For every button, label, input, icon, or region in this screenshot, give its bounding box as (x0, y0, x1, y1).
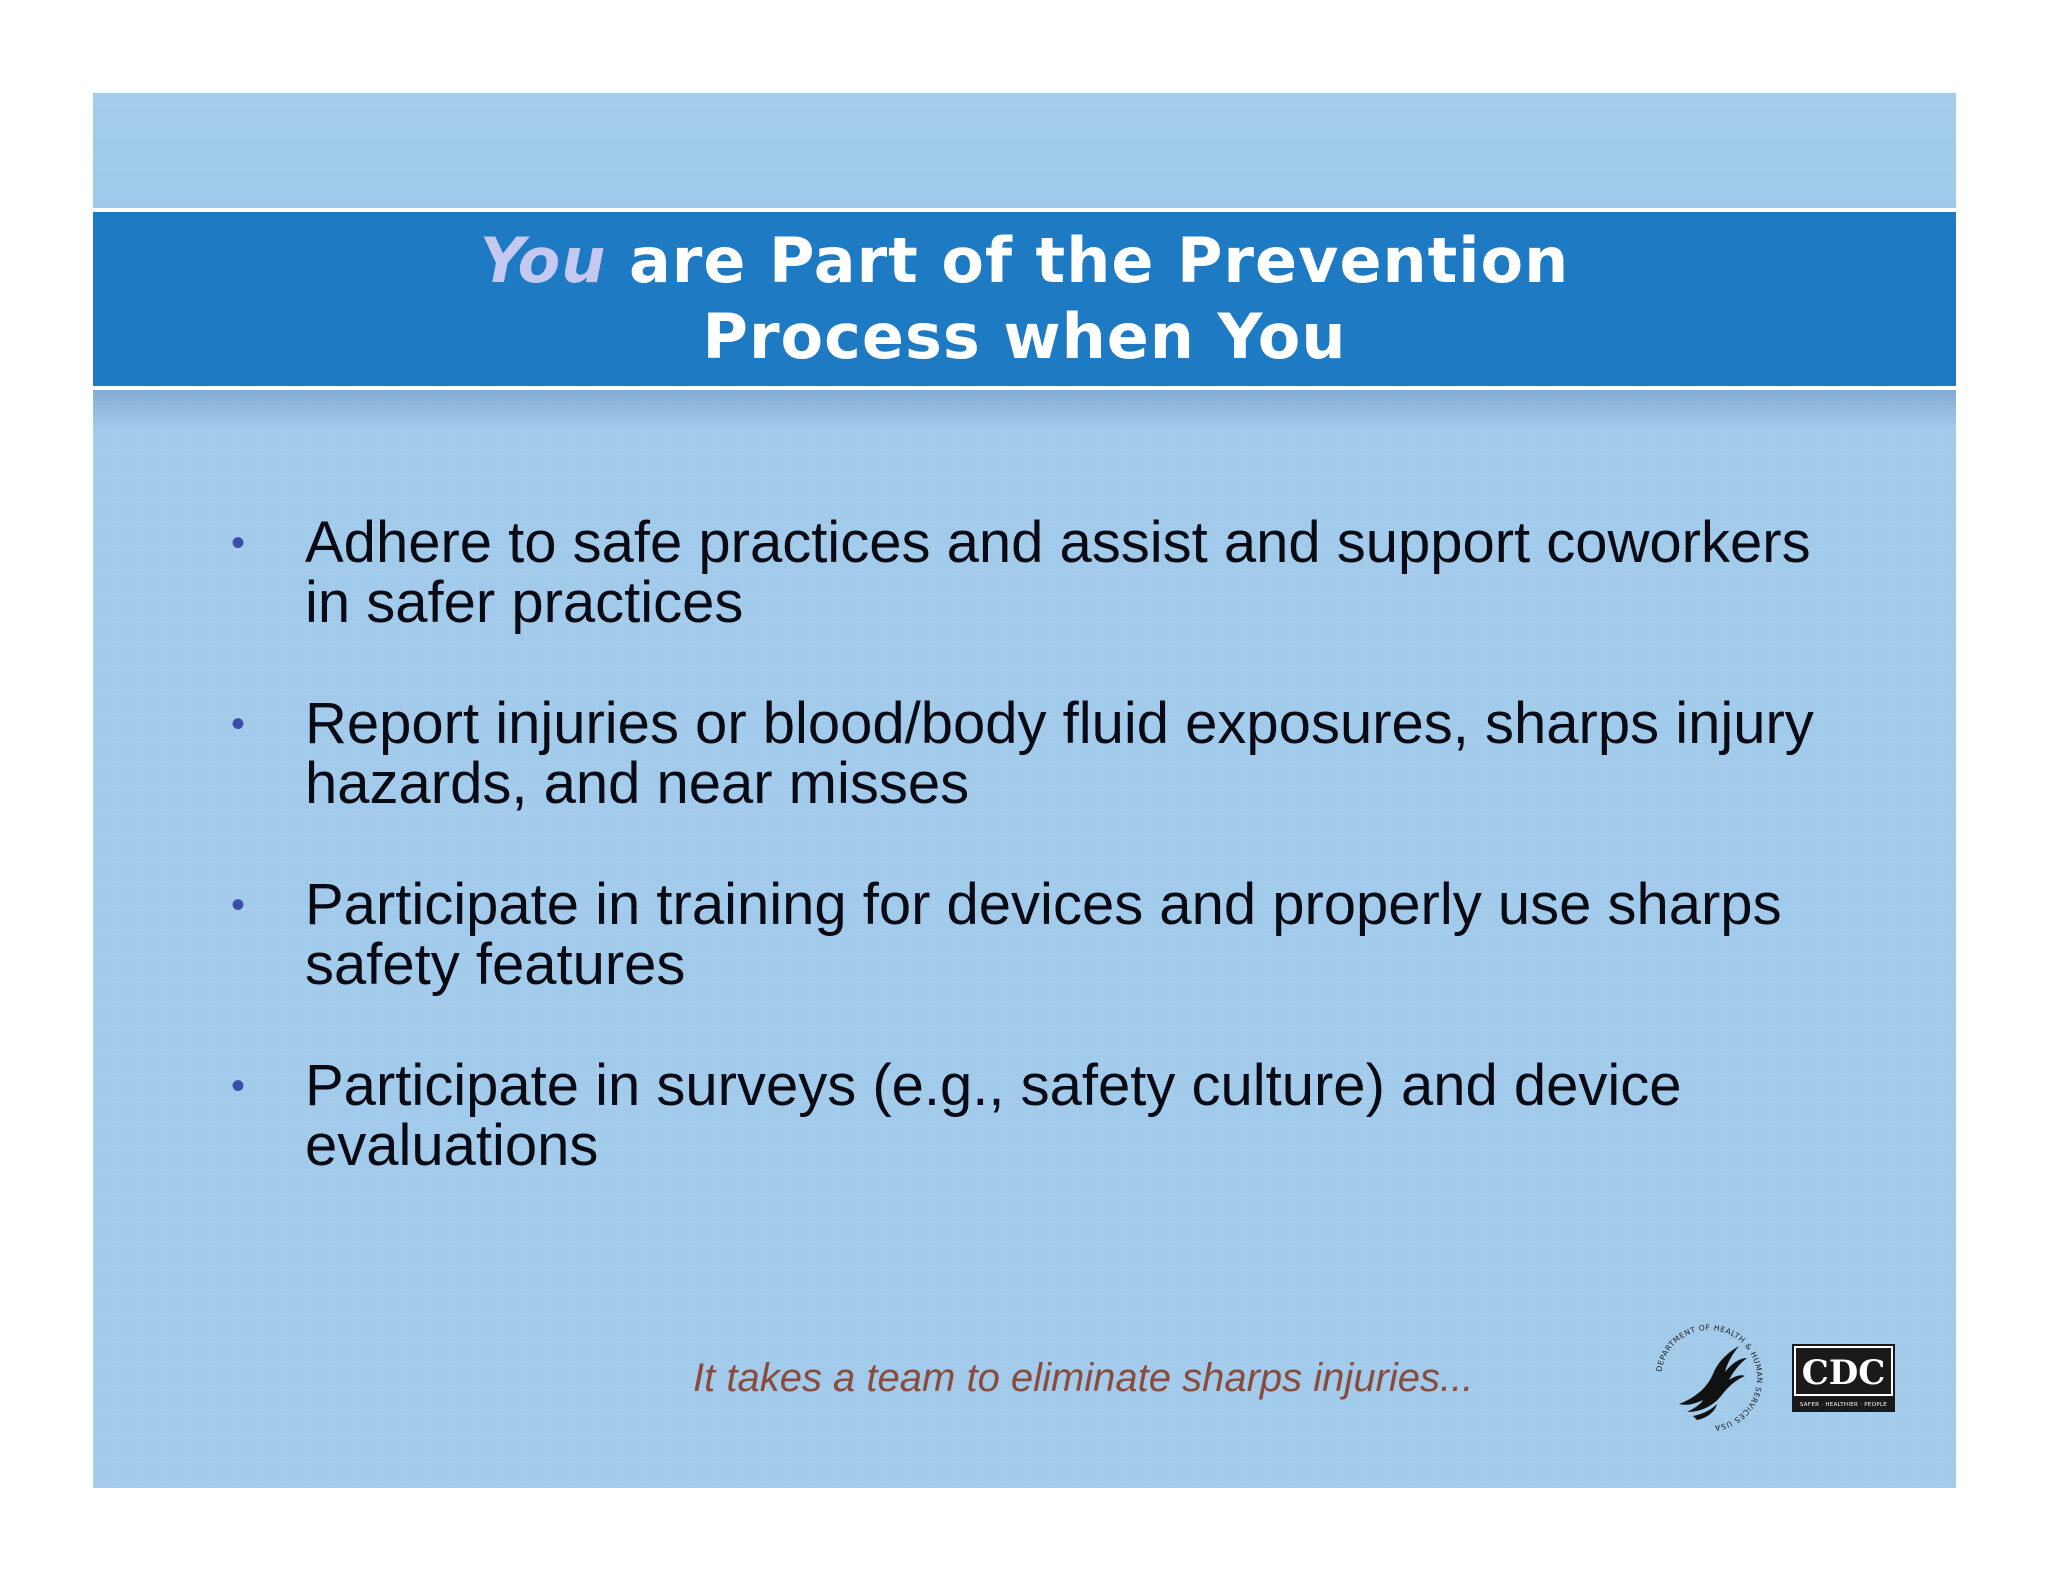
slide (93, 93, 1956, 1488)
title-line-2: Process when You (702, 300, 1347, 373)
title-bar (93, 208, 1956, 390)
title-line-1-text: are Part of the Prevention (606, 224, 1570, 297)
hhs-eagle-icon (1679, 1346, 1747, 1420)
bullet-item (231, 872, 1871, 997)
bullet-marker: • (231, 883, 246, 927)
hhs-seal-logo (1649, 1318, 1769, 1438)
bullet-marker: • (231, 702, 246, 746)
title-emphasis: You (479, 224, 607, 297)
top-band (93, 93, 1956, 208)
bullet-item (231, 1053, 1871, 1178)
cdc-logo-subtext: SAFER · HEALTHIER · PEOPLE (1799, 1402, 1888, 1408)
bullet-list (231, 510, 1871, 1237)
hhs-seal-text: DEPARTMENT OF HEALTH & HUMAN SERVICES USA (1654, 1322, 1765, 1433)
title-line-1 (480, 223, 1570, 299)
cdc-logo (1792, 1344, 1895, 1412)
bullet-item (231, 691, 1871, 816)
title-shadow (93, 390, 1956, 430)
bullet-text: Participate in surveys (e.g., safety culture) and device evaluations (305, 1053, 1682, 1178)
bullet-text: Participate in training for devices and properly use sharps safety features (305, 872, 1782, 997)
bullet-marker: • (231, 521, 246, 565)
tagline: It takes a team to eliminate sharps injuries... (693, 1356, 1474, 1400)
bullet-marker: • (231, 1064, 246, 1108)
bullet-text: Adhere to safe practices and assist and support coworkers in safer practices (305, 510, 1811, 635)
bullet-item (231, 510, 1871, 635)
bullet-text: Report injuries or blood/body fluid exposures, sharps injury hazards, and near misses (305, 691, 1814, 816)
cdc-logo-text: CDC (1801, 1353, 1886, 1393)
